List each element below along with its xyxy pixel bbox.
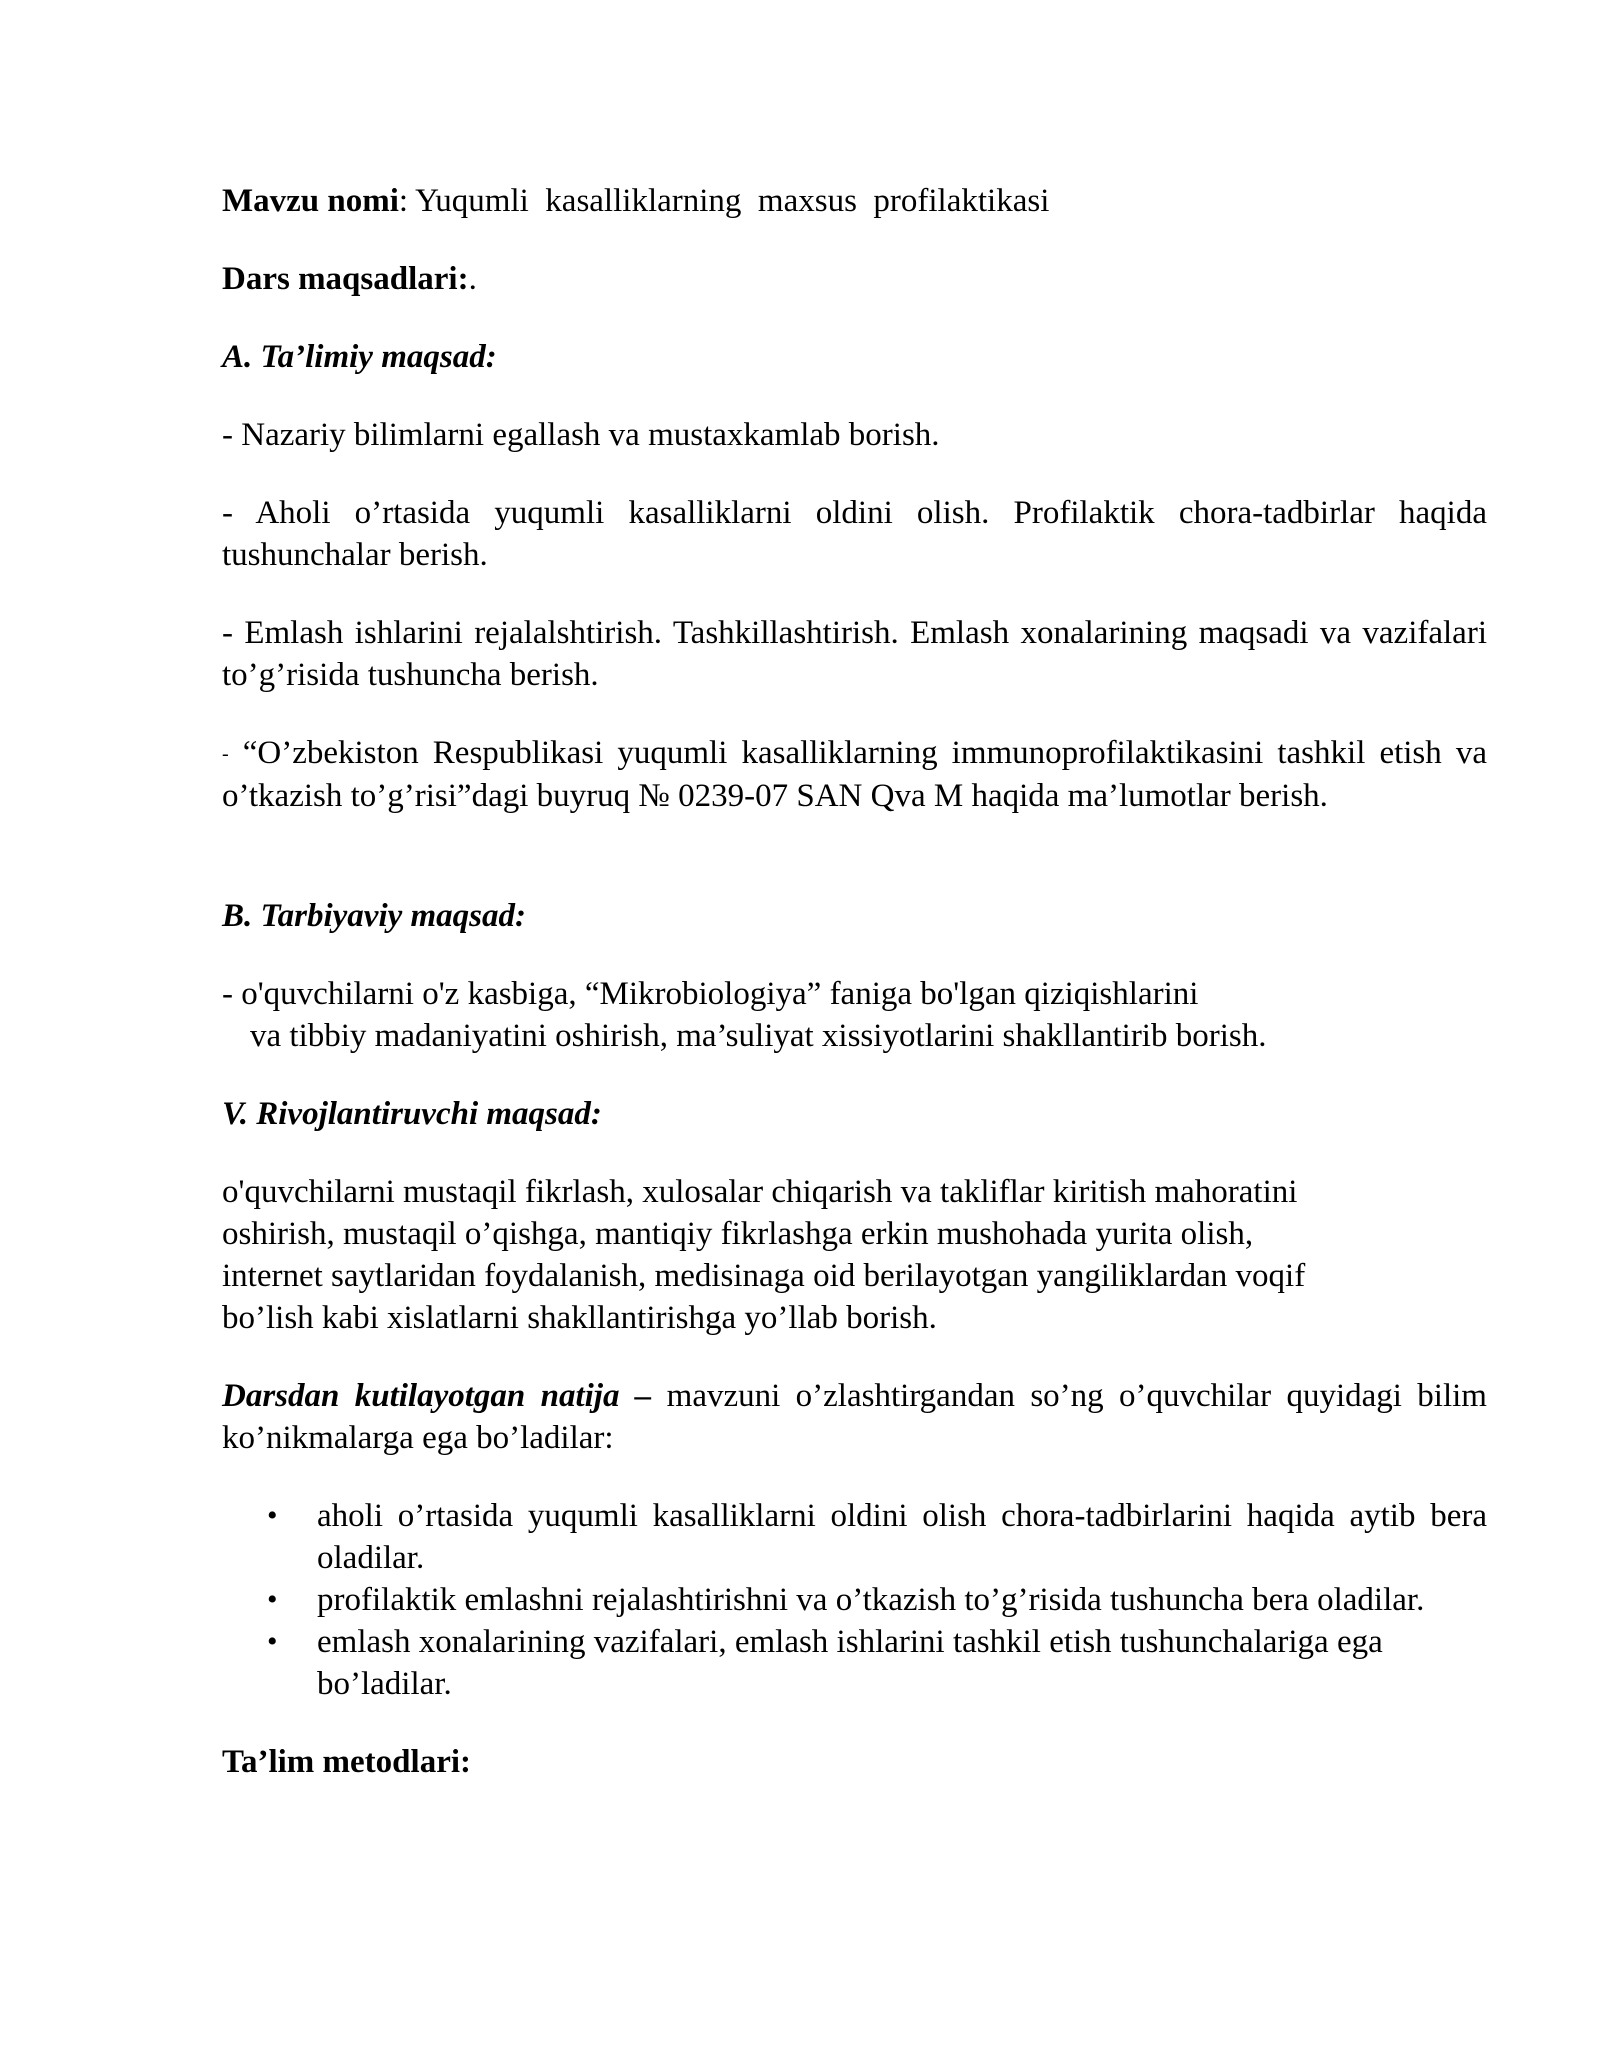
topic-separator: : xyxy=(398,183,409,219)
bullet-icon: • xyxy=(267,1499,278,1532)
educational-goal-item: - Emlash ishlarini rejalalshtirish. Tashkillashtirish. Emlash xonalarining maqsadi va vazifalari to’g’risida tushuncha berish. xyxy=(222,615,1487,693)
upbringing-goal-heading: B. Tarbiyaviy maqsad: xyxy=(222,898,527,934)
outcomes-list xyxy=(222,1495,1487,1705)
educational-goal-item xyxy=(222,732,1487,817)
bullet-icon: • xyxy=(267,1625,278,1658)
list-item xyxy=(222,1495,1487,1579)
upbringing-goal-line: - o'quvchilarni o'z kasbiga, “Mikrobiologiya” faniga bo'lgan qiziqishlarini xyxy=(222,976,1199,1012)
list-item-text: profilaktik emlashni rejalashtirishni va o’tkazish to’g’risida tushuncha bera oladilar. xyxy=(317,1582,1425,1618)
expected-result-label: Darsdan kutilayotgan natija – xyxy=(222,1378,652,1414)
developmental-goal-line: internet saytlaridan foydalanish, medisinaga oid berilayotgan yangiliklardan voqif xyxy=(222,1258,1306,1294)
goals-heading-label: Dars maqsadlari: xyxy=(222,261,469,297)
developmental-goal-line: bo’lish kabi xislatlarni shakllantirishga yo’llab borish. xyxy=(222,1300,937,1336)
document-page xyxy=(222,180,1487,1783)
developmental-goal-line: oshirish, mustaqil o’qishga, mantiqiy fikrlashga erkin mushohada yurita olish, xyxy=(222,1216,1254,1252)
upbringing-goal-line: va tibbiy madaniyatini oshirish, ma’suliyat xissiyotlarini shakllantirib borish. xyxy=(250,1018,1267,1054)
developmental-goal-heading: V. Rivojlantiruvchi maqsad: xyxy=(222,1096,602,1132)
list-item xyxy=(222,1621,1487,1705)
expected-result-text: mavzuni o’zlashtirgandan so’ng o’quvchilar quyidagi bilim ko’nikmalarga ega bo’ladilar: xyxy=(222,1378,1487,1456)
topic-value: Yuqumli kasalliklarning maxsus profilaktikasi xyxy=(408,183,1050,219)
topic-line xyxy=(222,180,1487,222)
bullet-icon: • xyxy=(267,1583,278,1616)
educational-goal-heading: A. Ta’limiy maqsad: xyxy=(222,339,497,375)
developmental-goal-text xyxy=(222,1171,1487,1339)
list-item xyxy=(222,1579,1487,1621)
educational-goal-item-text: “O’zbekiston Respublikasi yuqumli kasalliklarning immunoprofilaktikasini tashkil etish va o’tkazish to’g’risi”dagi buyruq № 0239-07 SAN Qva M haqida ma’lumotlar berish. xyxy=(222,735,1487,814)
item-dash: - xyxy=(222,743,229,765)
developmental-goal-line: o'quvchilarni mustaqil fikrlash, xulosalar chiqarish va takliflar kiritish mahoratini xyxy=(222,1174,1298,1210)
topic-label: Mavzu nomi xyxy=(222,183,399,219)
educational-goal-item: - Nazariy bilimlarni egallash va mustaxkamlab borish. xyxy=(222,417,940,453)
goals-heading-suffix: . xyxy=(468,261,477,297)
goals-heading xyxy=(222,258,1487,300)
educational-goal-item: - Aholi o’rtasida yuqumli kasalliklarni oldini olish. Profilaktik chora-tadbirlar haqida tushunchalar berish. xyxy=(222,495,1487,573)
upbringing-goal-text xyxy=(222,973,1487,1057)
teaching-methods-heading: Ta’lim metodlari: xyxy=(222,1744,471,1780)
list-item-text: emlash xonalarining vazifalari, emlash ishlarini tashkil etish tushunchalariga ega bo’ladilar. xyxy=(317,1624,1383,1702)
list-item-text: aholi o’rtasida yuqumli kasalliklarni oldini olish chora-tadbirlarini haqida aytib bera oladilar. xyxy=(317,1498,1487,1576)
expected-result-paragraph xyxy=(222,1375,1487,1459)
